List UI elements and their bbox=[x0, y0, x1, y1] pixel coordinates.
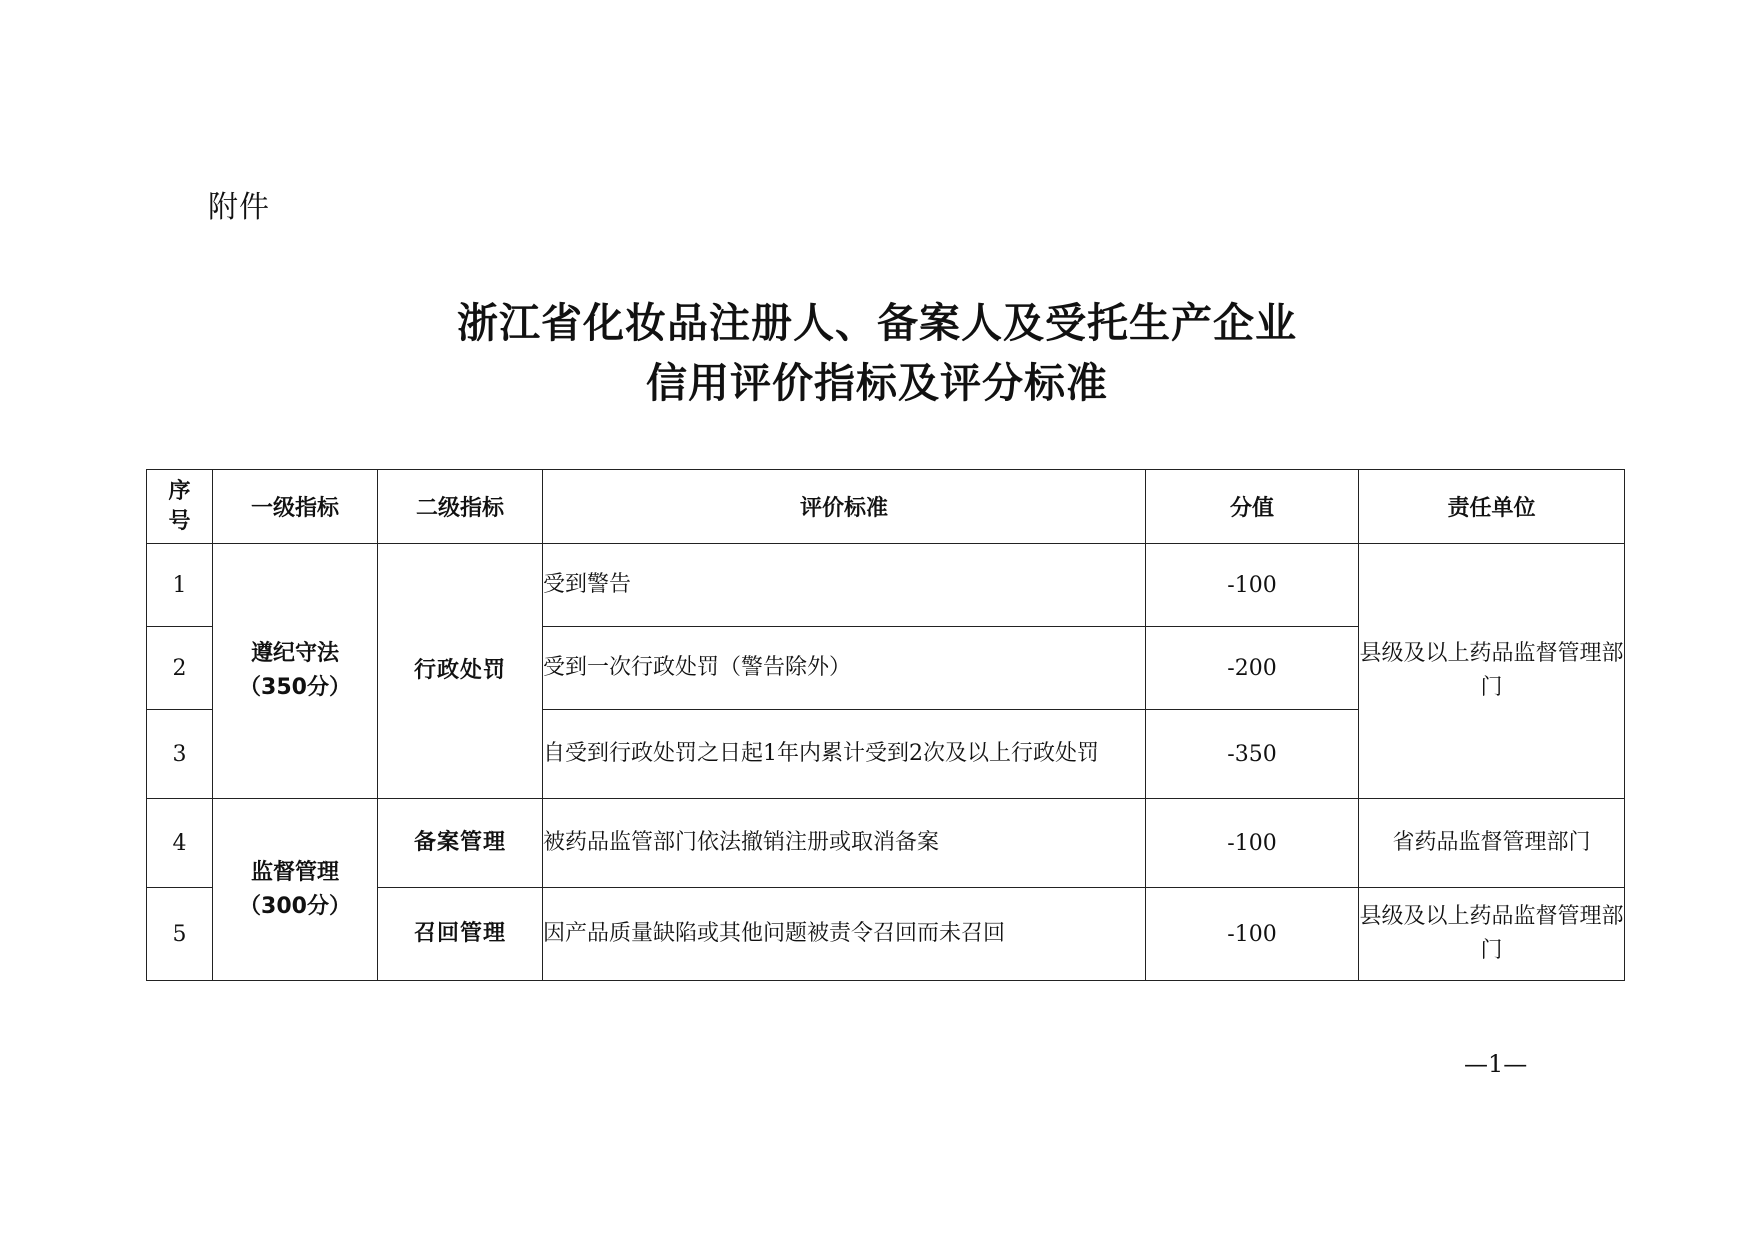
page-number: —1— bbox=[1464, 1050, 1528, 1078]
header-level2: 二级指标 bbox=[378, 470, 543, 544]
credit-evaluation-table bbox=[146, 469, 1625, 981]
header-unit: 责任单位 bbox=[1359, 470, 1625, 544]
row-index: 4 bbox=[147, 799, 213, 888]
table-row bbox=[147, 544, 1625, 627]
document-title-line-2: 信用评价指标及评分标准 bbox=[646, 359, 1108, 407]
header-index: 序 号 bbox=[147, 470, 213, 544]
header-level1: 一级指标 bbox=[213, 470, 378, 544]
row-criterion: 因产品质量缺陷或其他问题被责令召回而未召回 bbox=[543, 888, 1146, 981]
attachment-label: 附件 bbox=[208, 190, 270, 225]
table-row bbox=[147, 799, 1625, 888]
level1-supervision-score: （300分） bbox=[239, 893, 351, 919]
document-title-line-1: 浙江省化妆品注册人、备案人及受托生产企业 bbox=[457, 299, 1297, 347]
level1-law-label: 遵纪守法 bbox=[250, 641, 339, 666]
row-score: -100 bbox=[1146, 544, 1359, 627]
level2-recall: 召回管理 bbox=[378, 888, 543, 981]
row-score: -100 bbox=[1146, 888, 1359, 981]
row-score: -350 bbox=[1146, 710, 1359, 799]
level1-law bbox=[213, 544, 378, 799]
level2-admin-penalty: 行政处罚 bbox=[378, 544, 543, 799]
header-score: 分值 bbox=[1146, 470, 1359, 544]
unit-county: 县级及以上药品监督管理部门 bbox=[1359, 544, 1625, 799]
row-index: 3 bbox=[147, 710, 213, 799]
level1-supervision-label: 监督管理 bbox=[250, 859, 339, 885]
level2-filing: 备案管理 bbox=[378, 799, 543, 888]
row-criterion: 受到警告 bbox=[543, 544, 1146, 627]
table-header-row bbox=[147, 470, 1625, 544]
row-criterion: 自受到行政处罚之日起1年内累计受到2次及以上行政处罚 bbox=[543, 710, 1146, 799]
row-criterion: 被药品监管部门依法撤销注册或取消备案 bbox=[543, 799, 1146, 888]
row-index: 5 bbox=[147, 888, 213, 981]
row-score: -100 bbox=[1146, 799, 1359, 888]
unit-county-recall: 县级及以上药品监督管理部门 bbox=[1359, 888, 1625, 981]
header-criterion: 评价标准 bbox=[543, 470, 1146, 544]
level1-law-score: （350分） bbox=[239, 675, 351, 700]
level1-supervision bbox=[213, 799, 378, 981]
row-index: 2 bbox=[147, 627, 213, 710]
row-score: -200 bbox=[1146, 627, 1359, 710]
row-criterion: 受到一次行政处罚（警告除外） bbox=[543, 627, 1146, 710]
row-index: 1 bbox=[147, 544, 213, 627]
unit-province: 省药品监督管理部门 bbox=[1359, 799, 1625, 888]
